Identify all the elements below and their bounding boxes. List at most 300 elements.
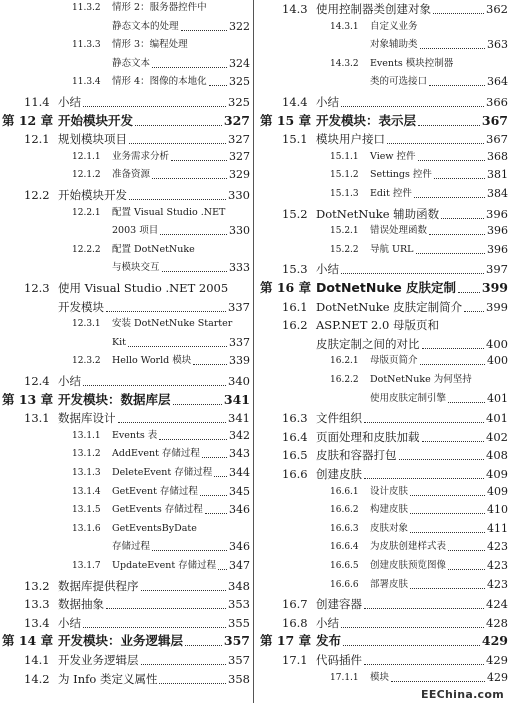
toc-entry (258, 337, 508, 351)
toc-entry-page: 363 (487, 38, 508, 52)
toc-leader-dots (106, 597, 226, 609)
toc-entry-title: 导航 URL (370, 243, 414, 255)
toc-entry-page: 324 (229, 56, 250, 70)
toc-entry-page: 344 (229, 466, 250, 479)
toc-entry (258, 244, 508, 256)
toc-entry (0, 523, 250, 535)
toc-entry (0, 169, 250, 181)
toc-entry-page: 423 (487, 577, 508, 591)
toc-leader-dots (152, 58, 227, 68)
toc-entry-page: 423 (487, 559, 508, 572)
toc-entry-page: 353 (228, 597, 250, 612)
toc-entry-title: DotNetNuke 为何坚持 (370, 374, 472, 385)
toc-leader-dots (193, 355, 227, 365)
toc-entry-number: 14.3 (282, 2, 308, 16)
toc-entry-number: 15.1.2 (330, 170, 359, 181)
toc-entry-number: 16.7 (282, 597, 308, 612)
toc-entry-title: 皮肤和容器打包 (316, 448, 397, 463)
toc-leader-dots (171, 151, 227, 161)
toc-leader-dots (418, 114, 480, 126)
toc-entry-number: 15.1 (282, 132, 308, 147)
toc-entry (0, 579, 250, 593)
toc-entry-title: 文件组织 (316, 411, 362, 426)
toc-entry-page: 342 (229, 428, 250, 442)
watermark: EEChina.com (421, 688, 504, 701)
toc-entry-title: 皮肤对象 (370, 522, 409, 534)
toc-leader-dots (181, 21, 227, 31)
toc-entry (258, 318, 508, 332)
toc-entry-title: 配置 Visual Studio .NET (112, 206, 226, 218)
toc-entry (0, 207, 250, 219)
toc-entry (258, 76, 508, 88)
toc-leader-dots (433, 2, 484, 14)
toc-entry-number: 15.1.1 (330, 151, 359, 162)
toc-entry-title: 准备资源 (112, 169, 151, 181)
toc-entry-number: 12.1.2 (72, 170, 101, 181)
toc-leader-dots (434, 169, 485, 179)
toc-entry-title: DotNetNuke 辅助函数 (316, 206, 440, 221)
toc-entry (258, 225, 508, 237)
toc-leader-dots (118, 411, 226, 423)
toc-leader-dots (159, 672, 226, 684)
toc-entry-title: 皮肤定制之间的对比 (316, 336, 420, 351)
toc-entry (258, 281, 508, 295)
toc-entry-page: 325 (228, 95, 250, 109)
toc-entry-title: 页面处理和皮肤加载 (316, 429, 420, 444)
toc-leader-dots (410, 523, 485, 533)
toc-entry-title: 母版页简介 (370, 355, 418, 367)
toc-entry-title: 2003 项目 (112, 225, 159, 237)
toc-entry-number: 16.6.5 (330, 561, 359, 571)
toc-entry (258, 300, 508, 314)
toc-leader-dots (185, 634, 222, 646)
toc-entry-page: 428 (486, 615, 508, 630)
toc-entry-page: 397 (486, 262, 508, 277)
toc-entry-title: 静态文本的处理 (112, 20, 179, 32)
toc-entry-title: GetEvents 存储过程 (112, 504, 203, 516)
toc-entry-number: 16.4 (282, 429, 308, 444)
toc-entry-number: 13.3 (24, 597, 50, 612)
toc-entry-page: 423 (487, 540, 508, 554)
toc-entry-title: 使用 Visual Studio .NET 2005 (58, 281, 229, 295)
toc-leader-dots (414, 188, 485, 198)
toc-entry-page: 357 (223, 633, 250, 649)
toc-leader-dots (422, 430, 484, 442)
toc-entry-page: 340 (228, 374, 250, 388)
toc-leader-dots (448, 541, 485, 551)
toc-leader-dots (341, 616, 484, 628)
toc-entry (0, 653, 250, 667)
toc-entry-title: DotNetNuke 皮肤定制简介 (316, 299, 463, 314)
toc-entry-page: 429 (487, 670, 508, 684)
toc-entry-title: ASP.NET 2.0 母版页和 (316, 318, 439, 333)
toc-entry (0, 76, 250, 88)
toc-entry-number: 16.6 (282, 467, 308, 481)
toc-entry-page: 358 (228, 671, 250, 686)
toc-entry-title: Edit 控件 (370, 188, 412, 199)
toc-entry-title: 使用皮肤定制引擎 (370, 392, 447, 404)
toc-entry-page: 347 (229, 559, 250, 572)
toc-entry-number: 14.4 (282, 95, 308, 109)
toc-entry-page: 402 (486, 429, 508, 444)
toc-entry-title: 小结 (58, 95, 81, 109)
toc-leader-dots (364, 467, 484, 479)
toc-leader-dots (410, 579, 485, 589)
toc-entry (258, 541, 508, 553)
toc-entry (258, 523, 508, 535)
toc-entry (258, 2, 508, 16)
column-divider (253, 0, 254, 703)
toc-entry (0, 300, 250, 314)
toc-entry-page: 346 (229, 503, 250, 517)
toc-entry (0, 374, 250, 388)
toc-entry-page: 355 (228, 615, 250, 630)
toc-entry-title: 使用控制器类创建对象 (316, 2, 431, 16)
toc-entry (258, 207, 508, 221)
toc-leader-dots (200, 486, 227, 496)
toc-entry-page: 325 (229, 75, 250, 89)
toc-leader-dots (202, 448, 227, 458)
toc-entry-number: 13.1.1 (72, 430, 101, 441)
toc-leader-dots (162, 262, 227, 272)
toc-entry-title: AddEvent 存储过程 (112, 448, 200, 460)
toc-entry-number: 13.2 (24, 578, 50, 593)
toc-entry (0, 616, 250, 630)
toc-entry-number: 16.3 (282, 411, 308, 426)
toc-entry (0, 2, 250, 14)
toc-entry-number: 13.1.7 (72, 561, 101, 571)
toc-leader-dots (464, 300, 484, 312)
toc-entry-number: 11.3.4 (72, 77, 101, 88)
toc-entry-title: 代码插件 (316, 653, 362, 667)
toc-entry-title: 开发业务逻辑层 (58, 653, 139, 667)
toc-entry (258, 560, 508, 572)
toc-leader-dots (410, 504, 485, 514)
toc-entry-number: 12.2.2 (72, 244, 101, 255)
toc-entry-title: View 控件 (370, 150, 416, 162)
toc-entry (0, 188, 250, 202)
toc-entry-number: 第 14 章 (2, 633, 54, 649)
toc-entry-number: 16.6.6 (330, 579, 359, 590)
toc-entry-number: 12.3.1 (72, 319, 101, 330)
toc-entry-page: 329 (229, 168, 250, 182)
toc-leader-dots (420, 355, 485, 365)
toc-entry (0, 95, 250, 109)
toc-entry (258, 262, 508, 276)
toc-entry (0, 132, 250, 146)
toc-entry-page: 424 (486, 597, 508, 612)
toc-entry-page: 410 (487, 503, 508, 517)
toc-entry-number: 14.2 (24, 671, 50, 686)
toc-entry-page: 400 (486, 336, 508, 351)
toc-leader-dots (205, 504, 227, 514)
toc-entry-page: 399 (481, 280, 508, 295)
toc-entry-page: 409 (487, 484, 508, 498)
toc-entry-title: 开发模块：表示层 (316, 112, 417, 128)
toc-entry (0, 318, 250, 330)
toc-entry-number: 16.6.2 (330, 505, 359, 516)
toc-entry (0, 355, 250, 367)
toc-entry (0, 21, 250, 33)
toc-entry-page: 341 (223, 391, 250, 407)
toc-entry-title: 部署皮肤 (370, 578, 409, 590)
toc-entry-title: 与模块交互 (112, 262, 160, 274)
toc-leader-dots (106, 300, 226, 312)
toc-entry (0, 430, 250, 442)
toc-entry-number: 13.1 (24, 411, 50, 426)
toc-entry-title: 创建皮肤预览图像 (370, 560, 447, 571)
toc-entry-page: 367 (481, 112, 508, 128)
toc-entry (0, 634, 250, 648)
toc-entry (258, 393, 508, 405)
toc-leader-dots (418, 151, 485, 161)
toc-entry (258, 597, 508, 611)
toc-entry-title: 构建皮肤 (370, 504, 409, 516)
toc-entry-page: 396 (487, 224, 508, 238)
toc-entry-number: 15.1.3 (330, 189, 359, 199)
toc-leader-dots (387, 132, 484, 144)
toc-entry-title: DeleteEvent 存储过程 (112, 467, 213, 478)
toc-entry-title: 配置 DotNetNuke (112, 243, 195, 255)
toc-entry (258, 653, 508, 667)
toc-entry-page: 399 (486, 299, 508, 314)
toc-leader-dots (341, 262, 484, 274)
toc-entry (0, 244, 250, 256)
toc-entry-number: 13.1.5 (72, 505, 101, 516)
toc-entry-number: 16.2.2 (330, 375, 359, 385)
toc-entry (0, 337, 250, 349)
toc-entry-page: 429 (486, 653, 508, 667)
toc-entry-title: 规划模块项目 (58, 132, 127, 147)
toc-entry-page: 396 (486, 206, 508, 221)
toc-entry-title: Hello World 模块 (112, 355, 192, 367)
toc-entry-page: 327 (228, 132, 250, 147)
toc-entry-page: 396 (487, 242, 508, 256)
toc-entry (0, 411, 250, 425)
toc-entry-page: 345 (229, 484, 250, 498)
toc-leader-dots (420, 39, 485, 49)
toc-entry-page: 381 (487, 168, 508, 182)
toc-entry-title: GetEvent 存储过程 (112, 485, 198, 497)
toc-entry (258, 355, 508, 367)
toc-entry-title: 发布 (316, 633, 342, 649)
toc-leader-dots (448, 560, 485, 570)
toc-leader-dots (152, 541, 227, 551)
toc-entry-title: 存储过程 (112, 541, 151, 553)
toc-entry-page: 343 (229, 447, 250, 461)
toc-entry-page: 337 (228, 299, 250, 314)
toc-leader-dots (173, 393, 222, 405)
toc-entry-page: 400 (487, 354, 508, 368)
toc-entry-number: 17.1.1 (330, 672, 359, 683)
toc-leader-dots (343, 634, 480, 646)
toc-leader-dots (83, 616, 226, 628)
toc-entry-title: 小结 (316, 262, 339, 277)
toc-entry-title: UpdateEvent 存储过程 (112, 560, 217, 571)
toc-entry-title: 开始模块开发 (58, 112, 134, 128)
toc-entry-title: 开发模块：业务逻辑层 (58, 633, 184, 649)
toc-leader-dots (218, 560, 227, 570)
toc-entry-number: 第 13 章 (2, 391, 54, 407)
toc-leader-dots (422, 337, 484, 349)
toc-leader-dots (214, 467, 227, 477)
toc-entry-number: 13.1.6 (72, 523, 101, 534)
toc-entry-title: Kit (112, 336, 126, 348)
toc-entry-page: 401 (487, 391, 508, 405)
toc-entry-title: 为 Info 类定义属性 (58, 671, 158, 686)
toc-entry (0, 151, 250, 163)
toc-entry-title: 业务需求分析 (112, 150, 170, 162)
toc-entry-title: DotNetNuke 皮肤定制 (316, 280, 457, 295)
toc-entry-title: 对象辅助类 (370, 39, 418, 51)
toc-entry (0, 114, 250, 128)
toc-leader-dots (141, 653, 226, 665)
toc-entry (258, 467, 508, 481)
toc-entry-number: 15.3 (282, 262, 308, 277)
toc-entry-number: 14.1 (24, 653, 50, 667)
toc-entry-page: 408 (486, 448, 508, 463)
toc-entry (0, 504, 250, 516)
toc-entry-page: 339 (229, 354, 250, 368)
toc-leader-dots (129, 132, 226, 144)
toc-entry (258, 58, 508, 70)
toc-entry-title: 开发模块：数据库层 (58, 391, 171, 407)
toc-entry-number: 16.2 (282, 318, 308, 333)
toc-entry (0, 448, 250, 460)
toc-entry-number: 13.1.2 (72, 449, 101, 460)
toc-entry-number: 12.2.1 (72, 207, 101, 218)
toc-entry-title: 小结 (58, 615, 81, 630)
toc-leader-dots (209, 76, 227, 86)
toc-entry-number: 12.2 (24, 188, 50, 202)
toc-entry-number: 11.3.2 (72, 3, 101, 13)
toc-entry-number: 15.2.1 (330, 226, 359, 237)
toc-entry-page: 409 (486, 467, 508, 481)
toc-leader-dots (341, 95, 484, 107)
toc-leader-dots (391, 672, 485, 682)
toc-entry-page: 337 (229, 335, 250, 349)
toc-entry-page: 348 (228, 578, 250, 593)
toc-entry (0, 467, 250, 479)
toc-leader-dots (410, 486, 485, 496)
toc-leader-dots (135, 114, 222, 126)
toc-entry-page: 357 (228, 653, 250, 667)
toc-entry (0, 58, 250, 70)
toc-entry-page: 367 (486, 132, 508, 147)
toc-entry-page: 411 (487, 521, 508, 535)
toc-leader-dots (429, 76, 485, 86)
toc-entry-title: Settings 控件 (370, 169, 432, 181)
toc-entry-number: 第 15 章 (260, 112, 312, 128)
toc-leader-dots (448, 393, 485, 403)
toc-entry (258, 114, 508, 128)
toc-entry (258, 151, 508, 163)
toc-leader-dots (159, 430, 227, 440)
toc-entry (258, 188, 508, 200)
toc-entry (0, 486, 250, 498)
toc-entry-page: 366 (486, 95, 508, 109)
toc-entry-title: 静态文本 (112, 57, 151, 69)
toc-entry-page: 341 (228, 411, 250, 426)
toc-entry-title: Events 模块控制器 (370, 57, 454, 69)
toc-entry-title: 情形 2：服务器控件中 (112, 2, 207, 13)
toc-leader-dots (364, 411, 484, 423)
toc-entry-title: 数据抽象 (58, 597, 104, 612)
toc-entry-number: 16.8 (282, 615, 308, 630)
toc-entry (258, 504, 508, 516)
toc-entry (258, 672, 508, 684)
toc-entry-number: 15.2 (282, 206, 308, 221)
toc-entry-page: 322 (229, 19, 250, 33)
toc-entry-title: 模块 (370, 671, 390, 683)
toc-entry-page: 330 (228, 188, 250, 202)
toc-entry-title: 情形 3：编程处理 (112, 39, 188, 51)
toc-entry-page: 401 (486, 411, 508, 426)
toc-entry-number: 17.1 (282, 653, 308, 667)
toc-entry-title: Events 表 (112, 429, 158, 441)
toc-entry (258, 448, 508, 462)
toc-entry-page: 429 (481, 633, 508, 649)
toc-entry (0, 225, 250, 237)
toc-entry (258, 95, 508, 109)
toc-entry (258, 430, 508, 444)
toc-entry (258, 374, 508, 386)
toc-entry-page: 330 (229, 224, 250, 238)
toc-entry-number: 14.3.2 (330, 58, 359, 69)
toc-entry-number: 16.6.1 (330, 486, 359, 497)
toc-entry-title: 类的可选接口 (370, 76, 428, 88)
toc-entry-title: 自定义业务 (370, 20, 418, 32)
toc-leader-dots (441, 207, 484, 219)
toc-leader-dots (129, 188, 226, 200)
toc-leader-dots (83, 374, 226, 386)
toc-leader-dots (160, 225, 227, 235)
toc-entry-number: 13.4 (24, 615, 50, 630)
toc-leader-dots (83, 95, 226, 107)
toc-leader-dots (399, 448, 484, 460)
toc-entry-number: 13.1.4 (72, 486, 101, 497)
toc-entry-number: 16.1 (282, 299, 308, 314)
toc-entry-title: 错误处理函数 (370, 225, 428, 237)
toc-leader-dots (364, 653, 484, 665)
toc-entry-page: 327 (229, 149, 250, 163)
toc-leader-dots (416, 244, 485, 254)
toc-entry-title: 小结 (316, 615, 339, 630)
toc-entry (258, 39, 508, 51)
toc-entry-page: 333 (229, 261, 250, 275)
toc-entry-title: 设计皮肤 (370, 485, 409, 497)
toc-entry-title: 数据库设计 (58, 411, 116, 426)
toc-leader-dots (458, 281, 480, 293)
toc-entry (258, 486, 508, 498)
toc-entry (258, 132, 508, 146)
toc-entry-number: 11.3.3 (72, 40, 101, 51)
toc-entry-title: 创建容器 (316, 597, 362, 612)
toc-entry-number: 12.4 (24, 374, 50, 388)
toc-entry-title: 为皮肤创建样式表 (370, 541, 447, 553)
toc-entry-title: 创建皮肤 (316, 467, 362, 481)
toc-entry-number: 12.1.1 (72, 151, 101, 162)
toc-entry-page: 346 (229, 540, 250, 554)
toc-entry-number: 16.6.4 (330, 542, 359, 553)
toc-entry-title: GetEventsByDate (112, 522, 197, 534)
toc-entry-page: 364 (487, 75, 508, 89)
toc-entry-number: 第 17 章 (260, 633, 312, 649)
toc-entry-number: 12.3 (24, 281, 50, 295)
toc-entry-page: 327 (223, 112, 250, 128)
toc-entry-page: 384 (487, 187, 508, 200)
toc-entry-title: 情形 4：图像的本地化 (112, 76, 207, 88)
